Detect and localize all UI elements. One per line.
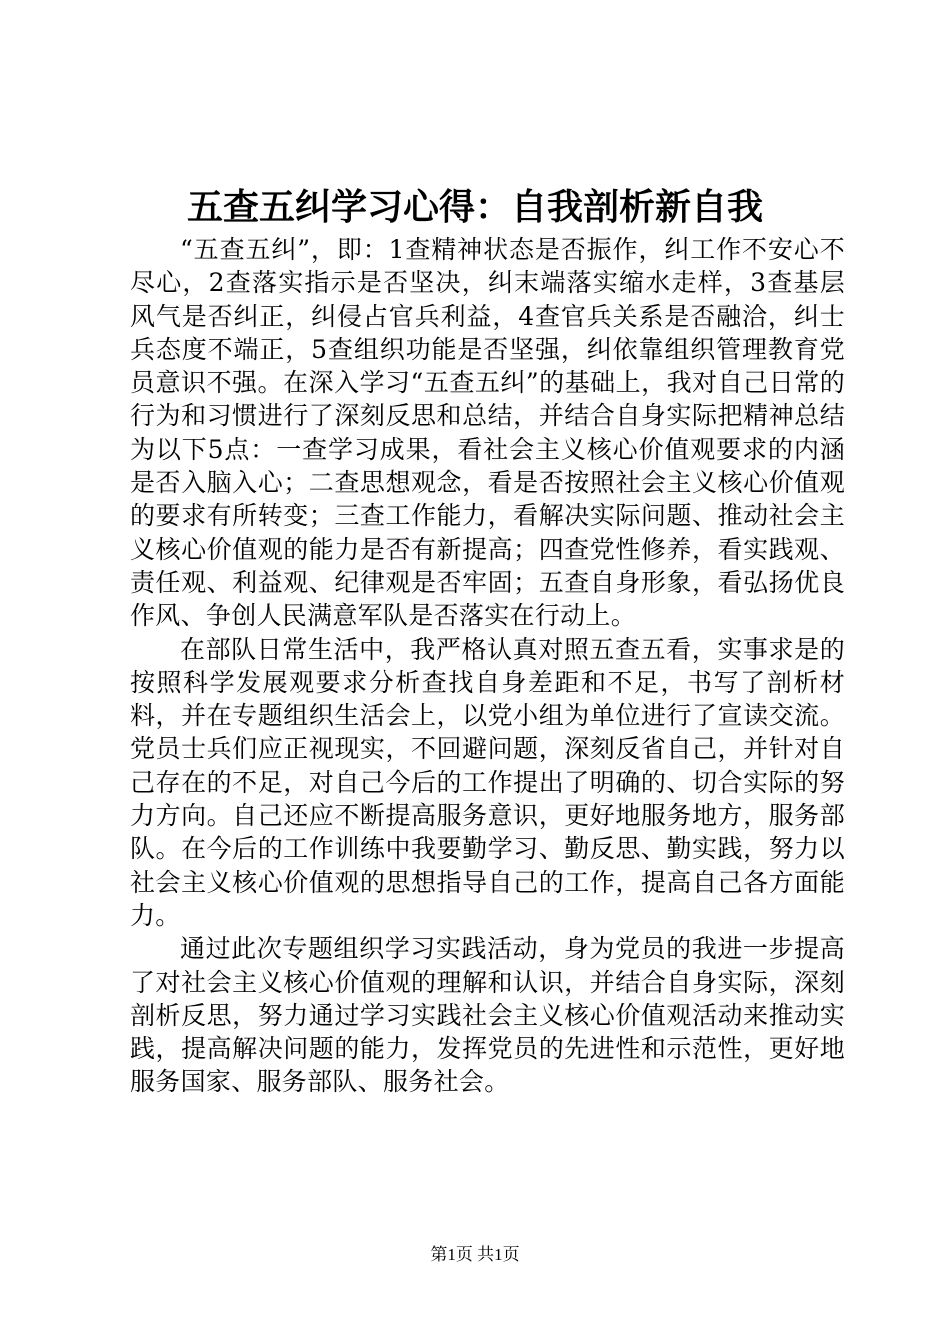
- paragraph-1: “五查五纠”，即：1查精神状态是否振作，纠工作不安心不尽心，2查落实指示是否坚决，纠末端落实缩水走样，3查基层风气是否纠正，纠侵占官兵利益，4查官兵关系是否融洽，纠士兵态度不端正，5查组织功能是否坚强，纠依靠组织管理教育党员意识不强。在深入学习“五查五纠”的基础上，我对自己日常的行为和习惯进行了深刻反思和总结，并结合自身实际把精神总结为以下5点：一查学习成果，看社会主义核心价值观要求的内涵是否入脑入心；二查思想观念，看是否按照社会主义核心价值观的要求有所转变；三查工作能力，看解决实际问题、推动社会主义核心价值观的能力是否有新提高；四查党性修养，看实践观、责任观、利益观、纪律观是否牢固；五查自身形象，看弘扬优良作风、争创人民满意军队是否落实在行动上。: [130, 235, 845, 631]
- document-body: [130, 233, 845, 1099]
- paragraph-2: 在部队日常生活中，我严格认真对照五查五看，实事求是的按照科学发展观要求分析查找自身差距和不足，书写了剖析材料，并在专题组织生活会上，以党小组为单位进行了宣读交流。党员士兵们应正视现实，不回避问题，深刻反省自己，并针对自己存在的不足，对自己今后的工作提出了明确的、切合实际的努力方向。自己还应不断提高服务意识，更好地服务地方，服务部队。在今后的工作训练中我要勤学习、勤反思、勤实践，努力以社会主义核心价值观的思想指导自己的工作，提高自己各方面能力。: [130, 634, 845, 930]
- page-footer: 第1页 共1页: [430, 1245, 520, 1264]
- paragraph-3: 通过此次专题组织学习实践活动，身为党员的我进一步提高了对社会主义核心价值观的理解和认识，并结合自身实际，深刻剖析反思，努力通过学习实践社会主义核心价值观活动来推动实践，提高解决问题的能力，发挥党员的先进性和示范性，更好地服务国家、服务部队、服务社会。: [130, 934, 845, 1097]
- document-title: 五查五纠学习心得：自我剖析新自我: [186, 187, 763, 228]
